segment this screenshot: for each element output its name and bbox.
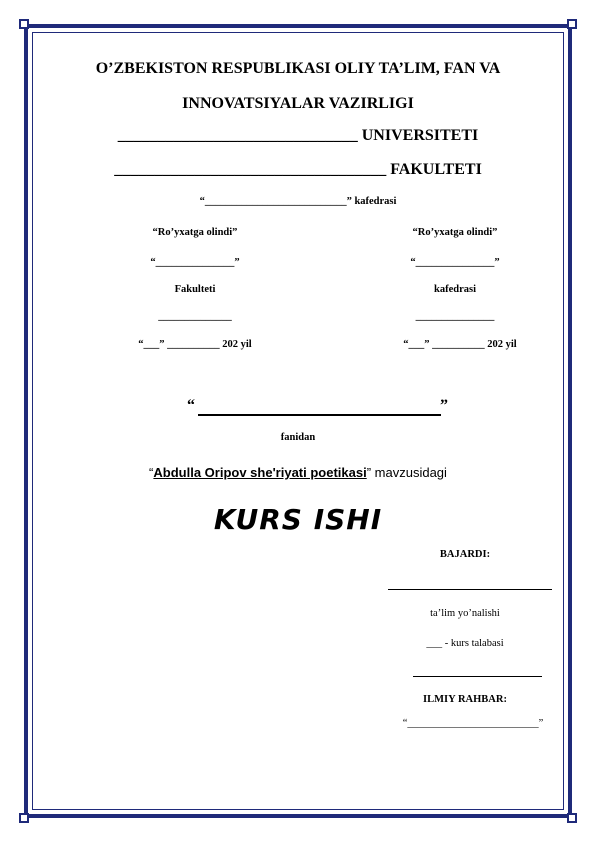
right-registered-label: “Ro’yxatga olindi” (412, 227, 498, 238)
topic-open-quote: “ (149, 465, 154, 480)
right-date-line: “___” __________ 202 yil (403, 339, 517, 350)
corner-ornament-bottom-left (19, 813, 29, 823)
corner-ornament-top-right (567, 19, 577, 29)
faculty-line: __________________________________ FAKULTETI (114, 161, 482, 178)
topic-suffix: mavzusidagi (371, 465, 447, 480)
left-registered-label: “Ro’yxatga olindi” (152, 227, 238, 238)
supervisor-blank: “_________________________” (402, 718, 544, 729)
performer-direction: ta’lim yo’nalishi (430, 608, 500, 619)
topic-close-quote: ” (366, 465, 372, 480)
ministry-line-1: O’ZBEKISTON RESPUBLIKASI OLIY TA’LIM, FAN VA (95, 60, 501, 77)
subject-fanidan: fanidan (280, 432, 316, 443)
performer-group-line (413, 676, 542, 677)
subject-open-quote: “ (187, 397, 195, 414)
university-line: ______________________________ UNIVERSITETI (117, 127, 479, 144)
topic-title: Abdulla Oripov she'riyati poetikasi (153, 465, 367, 480)
right-registered-blank: “_______________” (410, 257, 500, 268)
left-date-line: “___” __________ 202 yil (138, 339, 252, 350)
left-signature-blank: ______________ (158, 311, 232, 322)
ministry-line-2: INNOVATSIYALAR VAZIRLIGI (182, 95, 414, 112)
supervisor-label: ILMIY RAHBAR: (423, 694, 507, 705)
corner-ornament-top-left (19, 19, 29, 29)
department-line: “___________________________” kafedrasi (199, 196, 397, 207)
topic-line (0, 465, 596, 481)
right-department-label: kafedrasi (434, 284, 476, 295)
performer-course: ___ - kurs talabasi (426, 638, 504, 649)
corner-ornament-bottom-right (567, 813, 577, 823)
subject-close-quote: ” (440, 397, 448, 414)
work-title: KURS ISHI (213, 503, 383, 536)
performer-name-line (388, 589, 552, 590)
subject-blank-line (198, 414, 441, 416)
left-faculty-label: Fakulteti (174, 284, 216, 295)
right-signature-blank: _______________ (415, 311, 495, 322)
performer-label: BAJARDI: (439, 549, 491, 560)
left-registered-blank: “_______________” (150, 257, 240, 268)
